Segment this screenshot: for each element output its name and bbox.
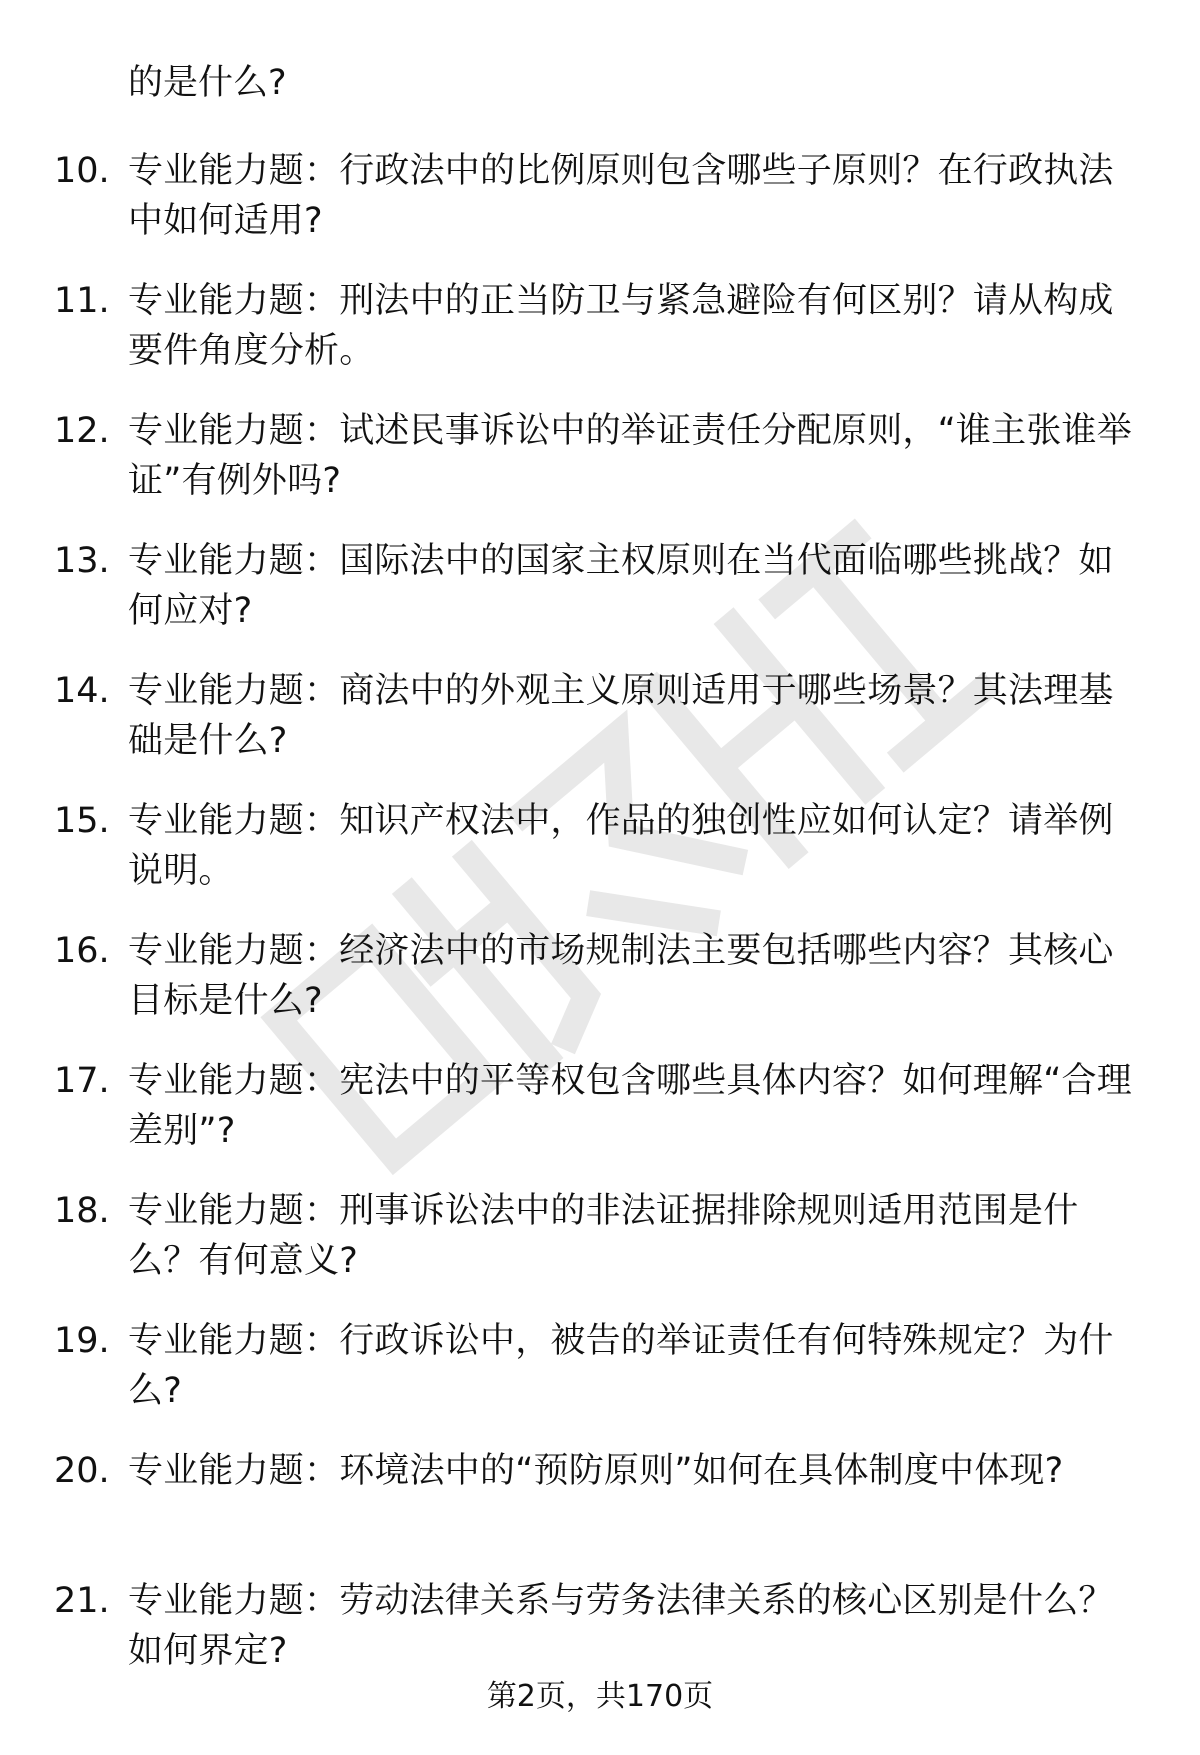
question-text: 专业能力题：刑事诉讼法中的非法证据排除规则适用范围是什么？有何意义? xyxy=(128,1191,1079,1281)
question-item xyxy=(0,1056,1200,1186)
question-text: 专业能力题：商法中的外观主义原则适用于哪些场景？其法理基础是什么? xyxy=(128,671,1114,761)
question-number: 17. xyxy=(54,1061,110,1101)
question-text: 专业能力题：行政诉讼中，被告的举证责任有何特殊规定？为什么? xyxy=(128,1321,1114,1411)
question-text: 专业能力题：试述民事诉讼中的举证责任分配原则，“谁主张谁举证”有例外吗? xyxy=(128,411,1132,501)
page-footer xyxy=(0,1677,1200,1717)
question-number: 11. xyxy=(54,281,110,321)
question-item xyxy=(0,146,1200,276)
question-text: 专业能力题：行政法中的比例原则包含哪些子原则？在行政执法中如何适用? xyxy=(128,151,1114,241)
question-item xyxy=(0,276,1200,406)
question-text: 专业能力题：知识产权法中，作品的独创性应如何认定？请举例说明。 xyxy=(128,801,1114,891)
question-list xyxy=(0,146,1200,1706)
continuation-text: 的是什么? xyxy=(128,63,287,103)
question-number: 18. xyxy=(54,1191,110,1231)
question-number: 16. xyxy=(54,931,110,971)
question-item xyxy=(0,406,1200,536)
question-number: 21. xyxy=(54,1581,110,1621)
question-number: 12. xyxy=(54,411,110,451)
question-number: 10. xyxy=(54,151,110,191)
question-text: 专业能力题：经济法中的市场规制法主要包括哪些内容？其核心目标是什么? xyxy=(128,931,1114,1021)
page-number-label: 第2页，共170页 xyxy=(486,1679,714,1714)
question-item xyxy=(0,1446,1200,1576)
question-text: 专业能力题：环境法中的“预防原则”如何在具体制度中体现? xyxy=(128,1451,1064,1491)
question-item xyxy=(0,796,1200,926)
question-text: 专业能力题：宪法中的平等权包含哪些具体内容？如何理解“合理差别”? xyxy=(128,1061,1132,1151)
question-number: 13. xyxy=(54,541,110,581)
question-item xyxy=(0,926,1200,1056)
question-number: 14. xyxy=(54,671,110,711)
question-number: 15. xyxy=(54,801,110,841)
question-item xyxy=(0,536,1200,666)
question-number: 19. xyxy=(54,1321,110,1361)
question-number: 20. xyxy=(54,1451,110,1491)
question-text: 专业能力题：国际法中的国家主权原则在当代面临哪些挑战？如何应对? xyxy=(128,541,1114,631)
question-item xyxy=(0,1186,1200,1316)
question-item xyxy=(0,1316,1200,1446)
question-item xyxy=(0,666,1200,796)
question-text: 专业能力题：刑法中的正当防卫与紧急避险有何区别？请从构成要件角度分析。 xyxy=(128,281,1114,371)
question-text: 专业能力题：劳动法律关系与劳务法律关系的核心区别是什么？如何界定? xyxy=(128,1581,1114,1671)
